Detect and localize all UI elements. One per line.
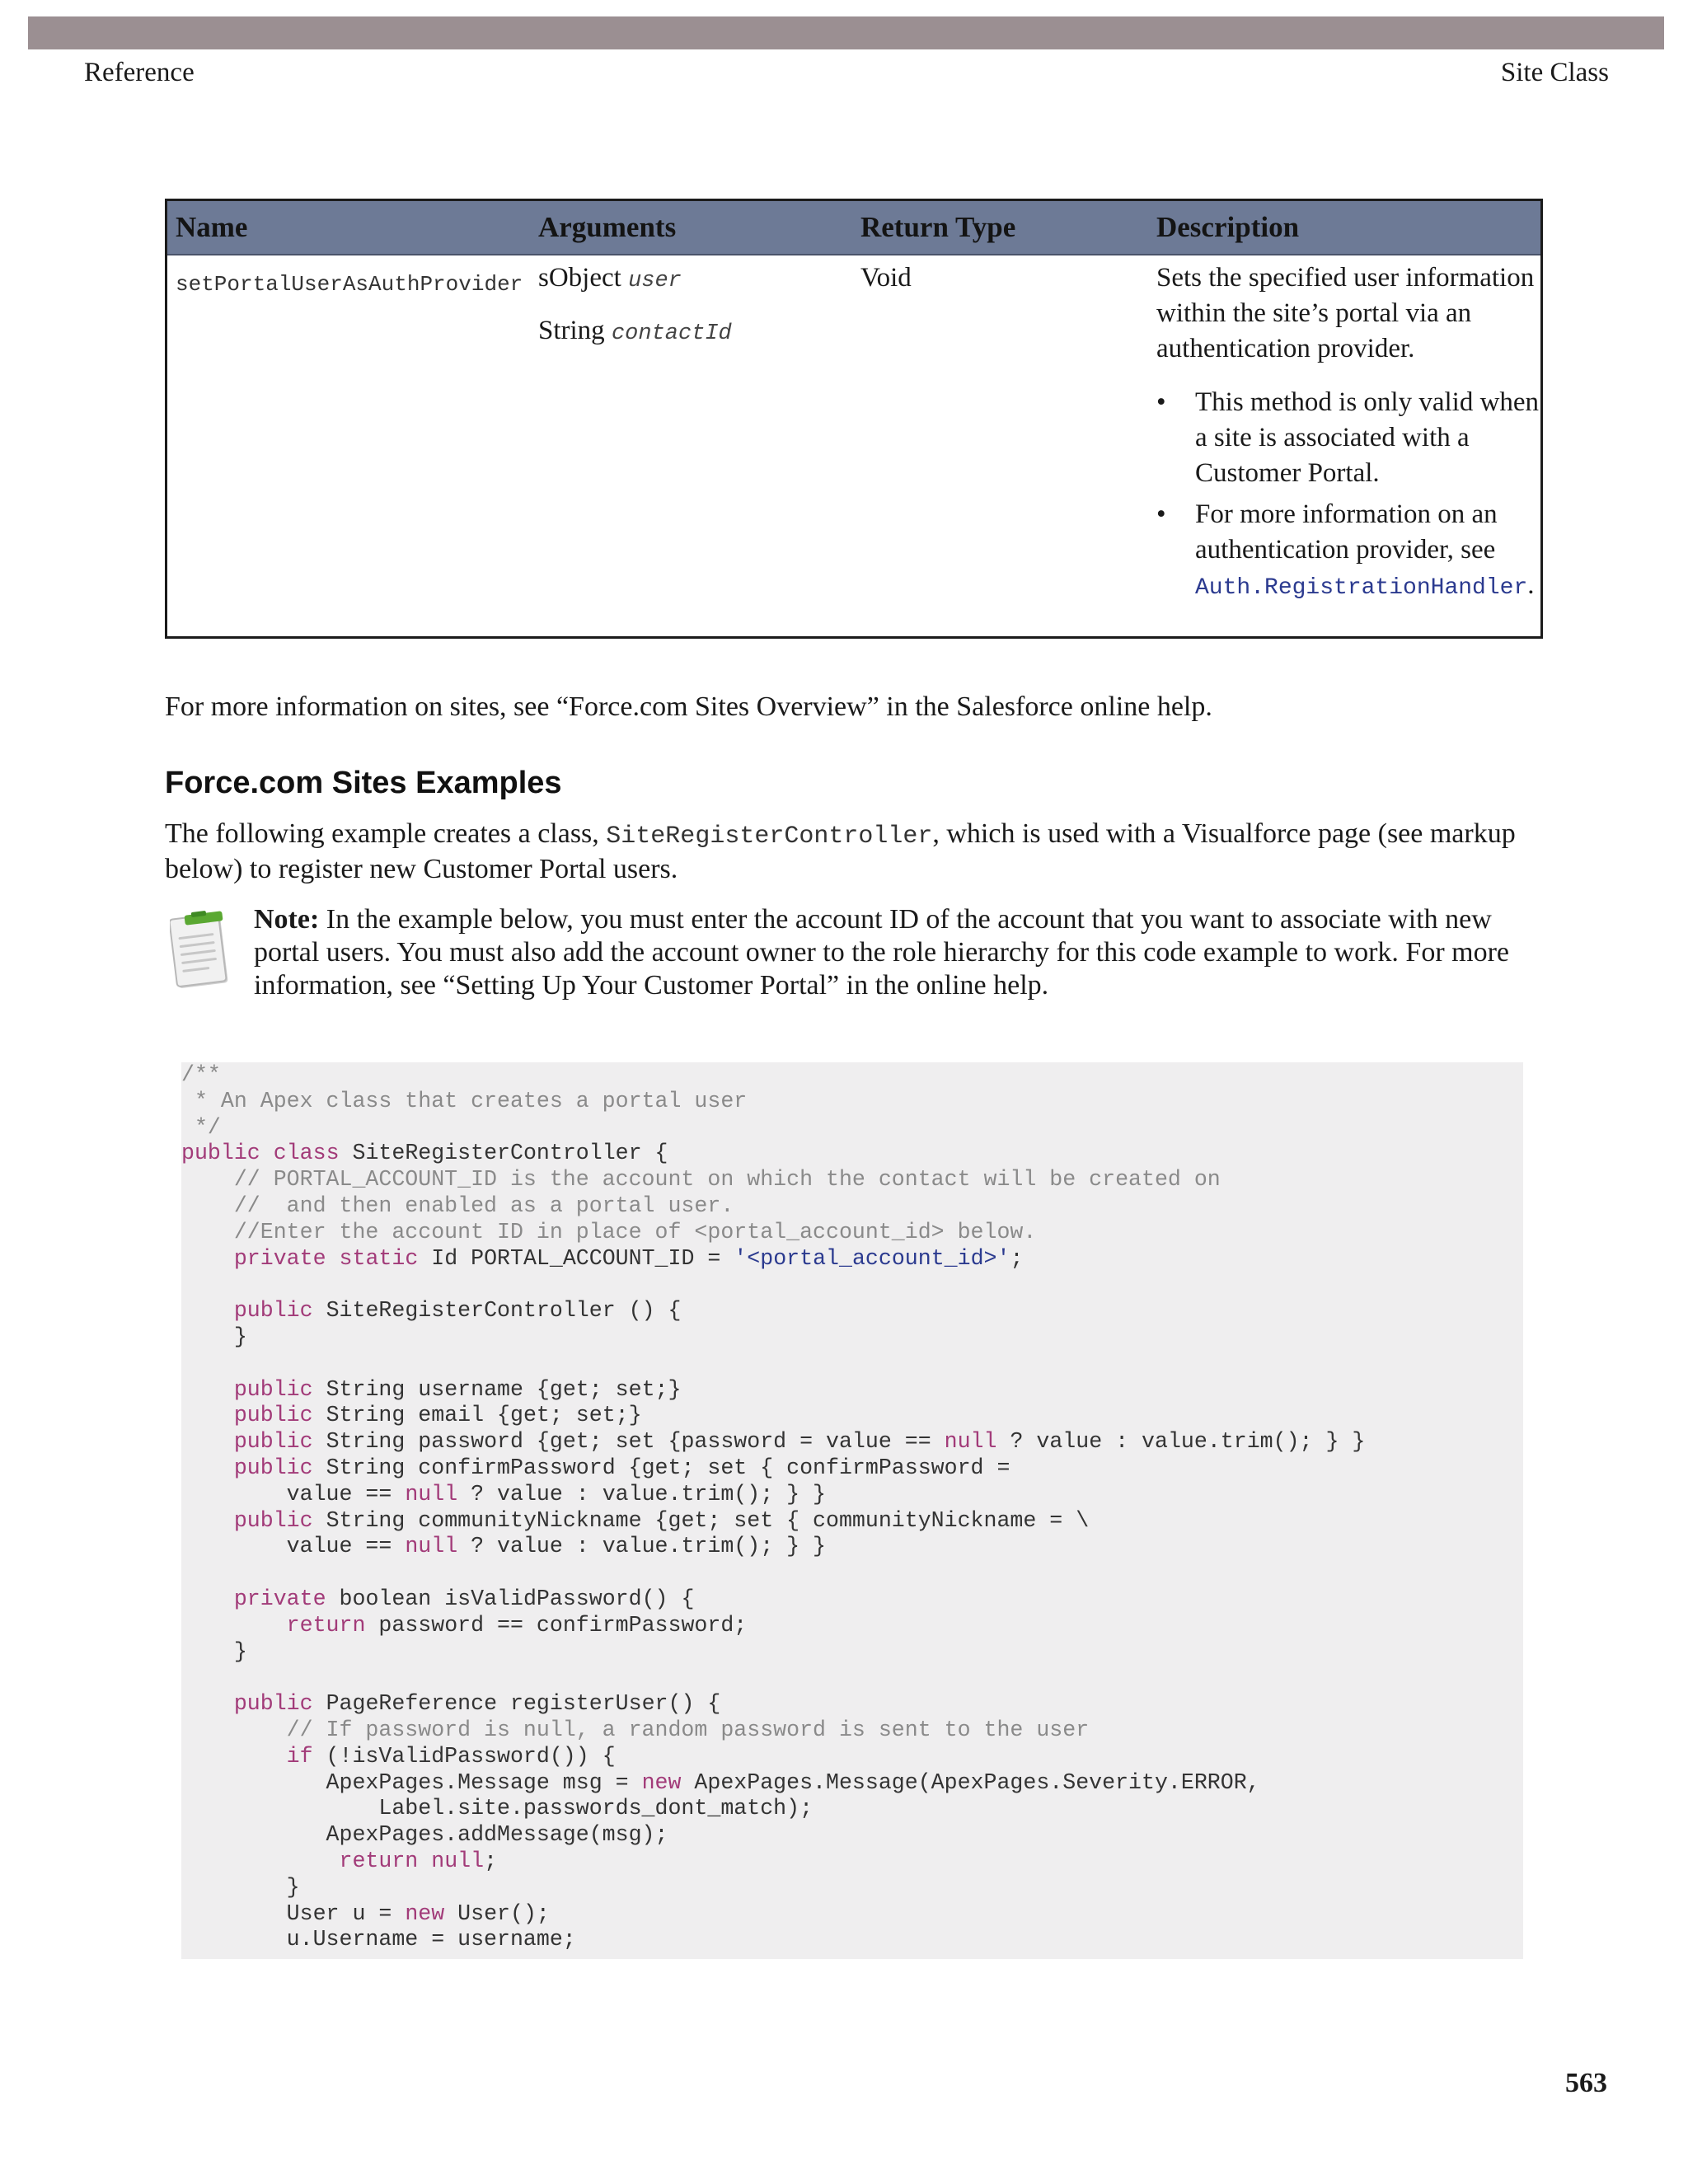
code-token-plain: value == bbox=[181, 1481, 406, 1507]
bullet-suffix: . bbox=[1527, 570, 1535, 600]
code-token-keyword: public bbox=[233, 1507, 313, 1533]
code-token-plain: u.Username = username; bbox=[181, 1927, 576, 1952]
page-number: 563 bbox=[1565, 2068, 1607, 2098]
column-header-name: Name bbox=[176, 211, 248, 243]
code-token-keyword: private bbox=[233, 1586, 326, 1611]
code-line bbox=[181, 1482, 1365, 1508]
bullet-text: This method is only valid when a site is associated with a Customer Portal. bbox=[1195, 387, 1540, 488]
code-token-plain bbox=[181, 1691, 234, 1716]
code-token-keyword: public bbox=[233, 1403, 313, 1428]
return-type: Void bbox=[860, 263, 912, 293]
code-token-keyword: if bbox=[286, 1743, 313, 1769]
code-token-comment: */ bbox=[181, 1114, 221, 1140]
code-token-plain: value == bbox=[181, 1534, 406, 1559]
bullet-item bbox=[1156, 385, 1540, 491]
code-token-comment: // and then enabled as a portal user. bbox=[181, 1193, 734, 1218]
code-line bbox=[181, 1220, 1365, 1246]
code-line bbox=[181, 1089, 1365, 1115]
code-token-plain: User u = bbox=[181, 1900, 406, 1926]
code-token-keyword: null bbox=[405, 1534, 458, 1559]
code-token-keyword: return bbox=[339, 1848, 419, 1873]
note-text bbox=[254, 903, 1541, 1002]
code-token-comment: //Enter the account ID in place of <portal_account_id> below. bbox=[181, 1219, 1037, 1244]
note-label: Note: bbox=[254, 904, 320, 935]
code-line bbox=[181, 1691, 1365, 1718]
code-token-keyword: class bbox=[273, 1141, 340, 1166]
running-head-right: Site Class bbox=[1500, 58, 1609, 87]
method-description bbox=[1156, 260, 1540, 612]
code-line bbox=[181, 1324, 1365, 1351]
bullet-item bbox=[1156, 497, 1540, 606]
code-token-keyword: static bbox=[339, 1245, 419, 1271]
bullet-icon: • bbox=[1156, 387, 1166, 417]
argument-name: user bbox=[628, 269, 682, 293]
column-header-description: Description bbox=[1156, 211, 1300, 243]
code-token-keyword: public bbox=[233, 1376, 313, 1402]
code-line bbox=[181, 1586, 1365, 1613]
code-token-plain: } bbox=[181, 1638, 247, 1664]
argument-type: sObject bbox=[538, 263, 621, 293]
argument-contact-id bbox=[538, 313, 732, 352]
code-line bbox=[181, 1849, 1365, 1875]
code-token-plain bbox=[326, 1246, 340, 1271]
code-line bbox=[181, 1429, 1365, 1455]
code-token-keyword: public bbox=[233, 1691, 313, 1717]
code-token-plain bbox=[181, 1246, 234, 1271]
code-line bbox=[181, 1875, 1365, 1901]
auth-registration-handler-link[interactable]: Auth.RegistrationHandler bbox=[1195, 575, 1528, 601]
code-token-plain: ; bbox=[1010, 1245, 1024, 1271]
code-token-plain: SiteRegisterController () { bbox=[312, 1298, 682, 1324]
code-token-keyword: return bbox=[286, 1612, 366, 1638]
code-token-plain bbox=[181, 1298, 234, 1323]
code-token-plain bbox=[260, 1141, 274, 1165]
code-token-keyword: null bbox=[944, 1429, 997, 1455]
code-token-plain: SiteRegisterController { bbox=[339, 1141, 668, 1166]
code-token-keyword: public bbox=[233, 1455, 313, 1480]
code-token-plain: ? value : value.trim(); } } bbox=[457, 1534, 827, 1559]
code-token-plain: User(); bbox=[444, 1900, 550, 1926]
code-token-string: '<portal_account_id>' bbox=[734, 1245, 1010, 1271]
code-token-plain bbox=[418, 1849, 431, 1873]
code-token-keyword: public bbox=[233, 1298, 313, 1324]
code-token-plain: ApexPages.Message msg = bbox=[181, 1769, 642, 1795]
code-line bbox=[181, 1298, 1365, 1324]
code-block bbox=[181, 1062, 1523, 1959]
table-header-row bbox=[167, 201, 1540, 255]
bullet-text: For more information on an authentication provider, see bbox=[1195, 499, 1498, 565]
code-line bbox=[181, 1901, 1365, 1928]
code-token-plain: ? value : value.trim(); } } bbox=[457, 1481, 827, 1507]
code-line bbox=[181, 1508, 1365, 1535]
bullet-icon: • bbox=[1156, 499, 1166, 529]
sites-info-paragraph: For more information on sites, see “Force.com Sites Overview” in the Salesforce online help. bbox=[165, 691, 1212, 722]
code-line bbox=[181, 1665, 1365, 1691]
code-line bbox=[181, 1193, 1365, 1220]
code-token-comment: // If password is null, a random password is sent to the user bbox=[181, 1717, 1090, 1742]
argument-type: String bbox=[538, 316, 605, 345]
example-intro-paragraph bbox=[165, 818, 1541, 886]
code-token-comment: * An Apex class that creates a portal user bbox=[181, 1088, 748, 1113]
code-token-plain: (!isValidPassword()) { bbox=[312, 1743, 616, 1769]
running-head-left: Reference bbox=[84, 58, 195, 87]
code-line bbox=[181, 1744, 1365, 1770]
code-token-plain bbox=[181, 1455, 234, 1480]
code-line bbox=[181, 1796, 1365, 1822]
code-line bbox=[181, 1062, 1365, 1089]
code-line bbox=[181, 1927, 1365, 1953]
inline-class-name: SiteRegisterController bbox=[606, 823, 933, 851]
code-token-plain: String confirmPassword {get; set { confirmPassword = bbox=[312, 1455, 1010, 1480]
code-token-plain: PageReference registerUser() { bbox=[312, 1691, 721, 1717]
description-text: Sets the specified user information within the site’s portal via an authentication provider. bbox=[1156, 263, 1535, 363]
paragraph-text-after: , which is used with a Visualforce page (see markup below) to register new Customer Portal users. bbox=[165, 818, 1516, 884]
code-token-plain: String username {get; set;} bbox=[312, 1376, 682, 1402]
code-line bbox=[181, 1403, 1365, 1429]
code-token-plain bbox=[181, 1508, 234, 1533]
code-token-plain: boolean isValidPassword() { bbox=[326, 1586, 695, 1611]
column-header-arguments: Arguments bbox=[538, 211, 677, 243]
code-line bbox=[181, 1639, 1365, 1666]
code-token-plain: } bbox=[181, 1324, 247, 1349]
code-token-keyword: null bbox=[405, 1481, 458, 1507]
note-icon bbox=[170, 908, 231, 991]
argument-name: contactId bbox=[611, 321, 732, 346]
code-line bbox=[181, 1560, 1365, 1586]
code-line bbox=[181, 1822, 1365, 1849]
code-token-plain bbox=[181, 1613, 287, 1638]
code-line bbox=[181, 1272, 1365, 1298]
code-token-keyword: public bbox=[181, 1141, 260, 1166]
code-token-plain bbox=[181, 1403, 234, 1427]
code-line bbox=[181, 1455, 1365, 1482]
method-table bbox=[165, 199, 1543, 639]
code-line bbox=[181, 1534, 1365, 1560]
code-token-keyword: public bbox=[233, 1429, 313, 1455]
code-token-plain: String email {get; set;} bbox=[312, 1403, 642, 1428]
code-token-keyword: new bbox=[641, 1769, 682, 1795]
code-token-plain: } bbox=[181, 1874, 300, 1900]
code-token-plain: Id PORTAL_ACCOUNT_ID = bbox=[418, 1245, 734, 1271]
code-line bbox=[181, 1377, 1365, 1404]
section-heading: Force.com Sites Examples bbox=[165, 766, 562, 800]
code-line bbox=[181, 1770, 1365, 1797]
code-token-plain bbox=[181, 1429, 234, 1454]
code-line bbox=[181, 1141, 1365, 1167]
code-token-keyword: new bbox=[405, 1900, 445, 1926]
code-listing bbox=[181, 1062, 1365, 1953]
code-token-plain: String password {get; set {password = value == bbox=[312, 1429, 945, 1455]
note-body: In the example below, you must enter the account ID of the account that you want to associate with new portal users. You must also add the account owner to the role hierarchy for this code example to work. For more information, see “Setting Up Your Customer Portal” in the online help. bbox=[254, 904, 1510, 1001]
code-line bbox=[181, 1115, 1365, 1141]
code-line bbox=[181, 1246, 1365, 1272]
description-bullets bbox=[1156, 385, 1540, 606]
code-token-plain: ? value : value.trim(); } } bbox=[996, 1429, 1366, 1455]
code-token-plain bbox=[181, 1744, 287, 1769]
code-token-comment: // PORTAL_ACCOUNT_ID is the account on which the contact will be created on bbox=[181, 1167, 1221, 1193]
code-token-plain: ApexPages.addMessage(msg); bbox=[181, 1822, 668, 1848]
code-line bbox=[181, 1613, 1365, 1639]
code-line bbox=[181, 1167, 1365, 1193]
code-token-keyword: private bbox=[233, 1245, 326, 1271]
code-token-plain bbox=[181, 1377, 234, 1402]
paragraph-text-before: The following example creates a class, bbox=[165, 818, 607, 849]
code-line bbox=[181, 1351, 1365, 1377]
code-line bbox=[181, 1718, 1365, 1744]
code-token-plain bbox=[181, 1586, 234, 1611]
code-token-keyword: null bbox=[431, 1848, 485, 1873]
code-token-comment: /** bbox=[181, 1062, 221, 1087]
code-token-plain: String communityNickname {get; set { communityNickname = \ bbox=[312, 1507, 1090, 1533]
method-name: setPortalUserAsAuthProvider bbox=[176, 272, 523, 297]
argument-user bbox=[538, 260, 682, 299]
code-token-plain: ; bbox=[484, 1848, 498, 1873]
code-token-plain: ApexPages.Message(ApexPages.Severity.ERROR, bbox=[681, 1769, 1260, 1795]
code-token-plain: Label.site.passwords_dont_match); bbox=[181, 1796, 814, 1821]
top-band bbox=[28, 16, 1664, 49]
code-token-plain: password == confirmPassword; bbox=[365, 1612, 748, 1638]
code-token-plain bbox=[181, 1849, 340, 1873]
column-header-return-type: Return Type bbox=[860, 211, 1016, 243]
